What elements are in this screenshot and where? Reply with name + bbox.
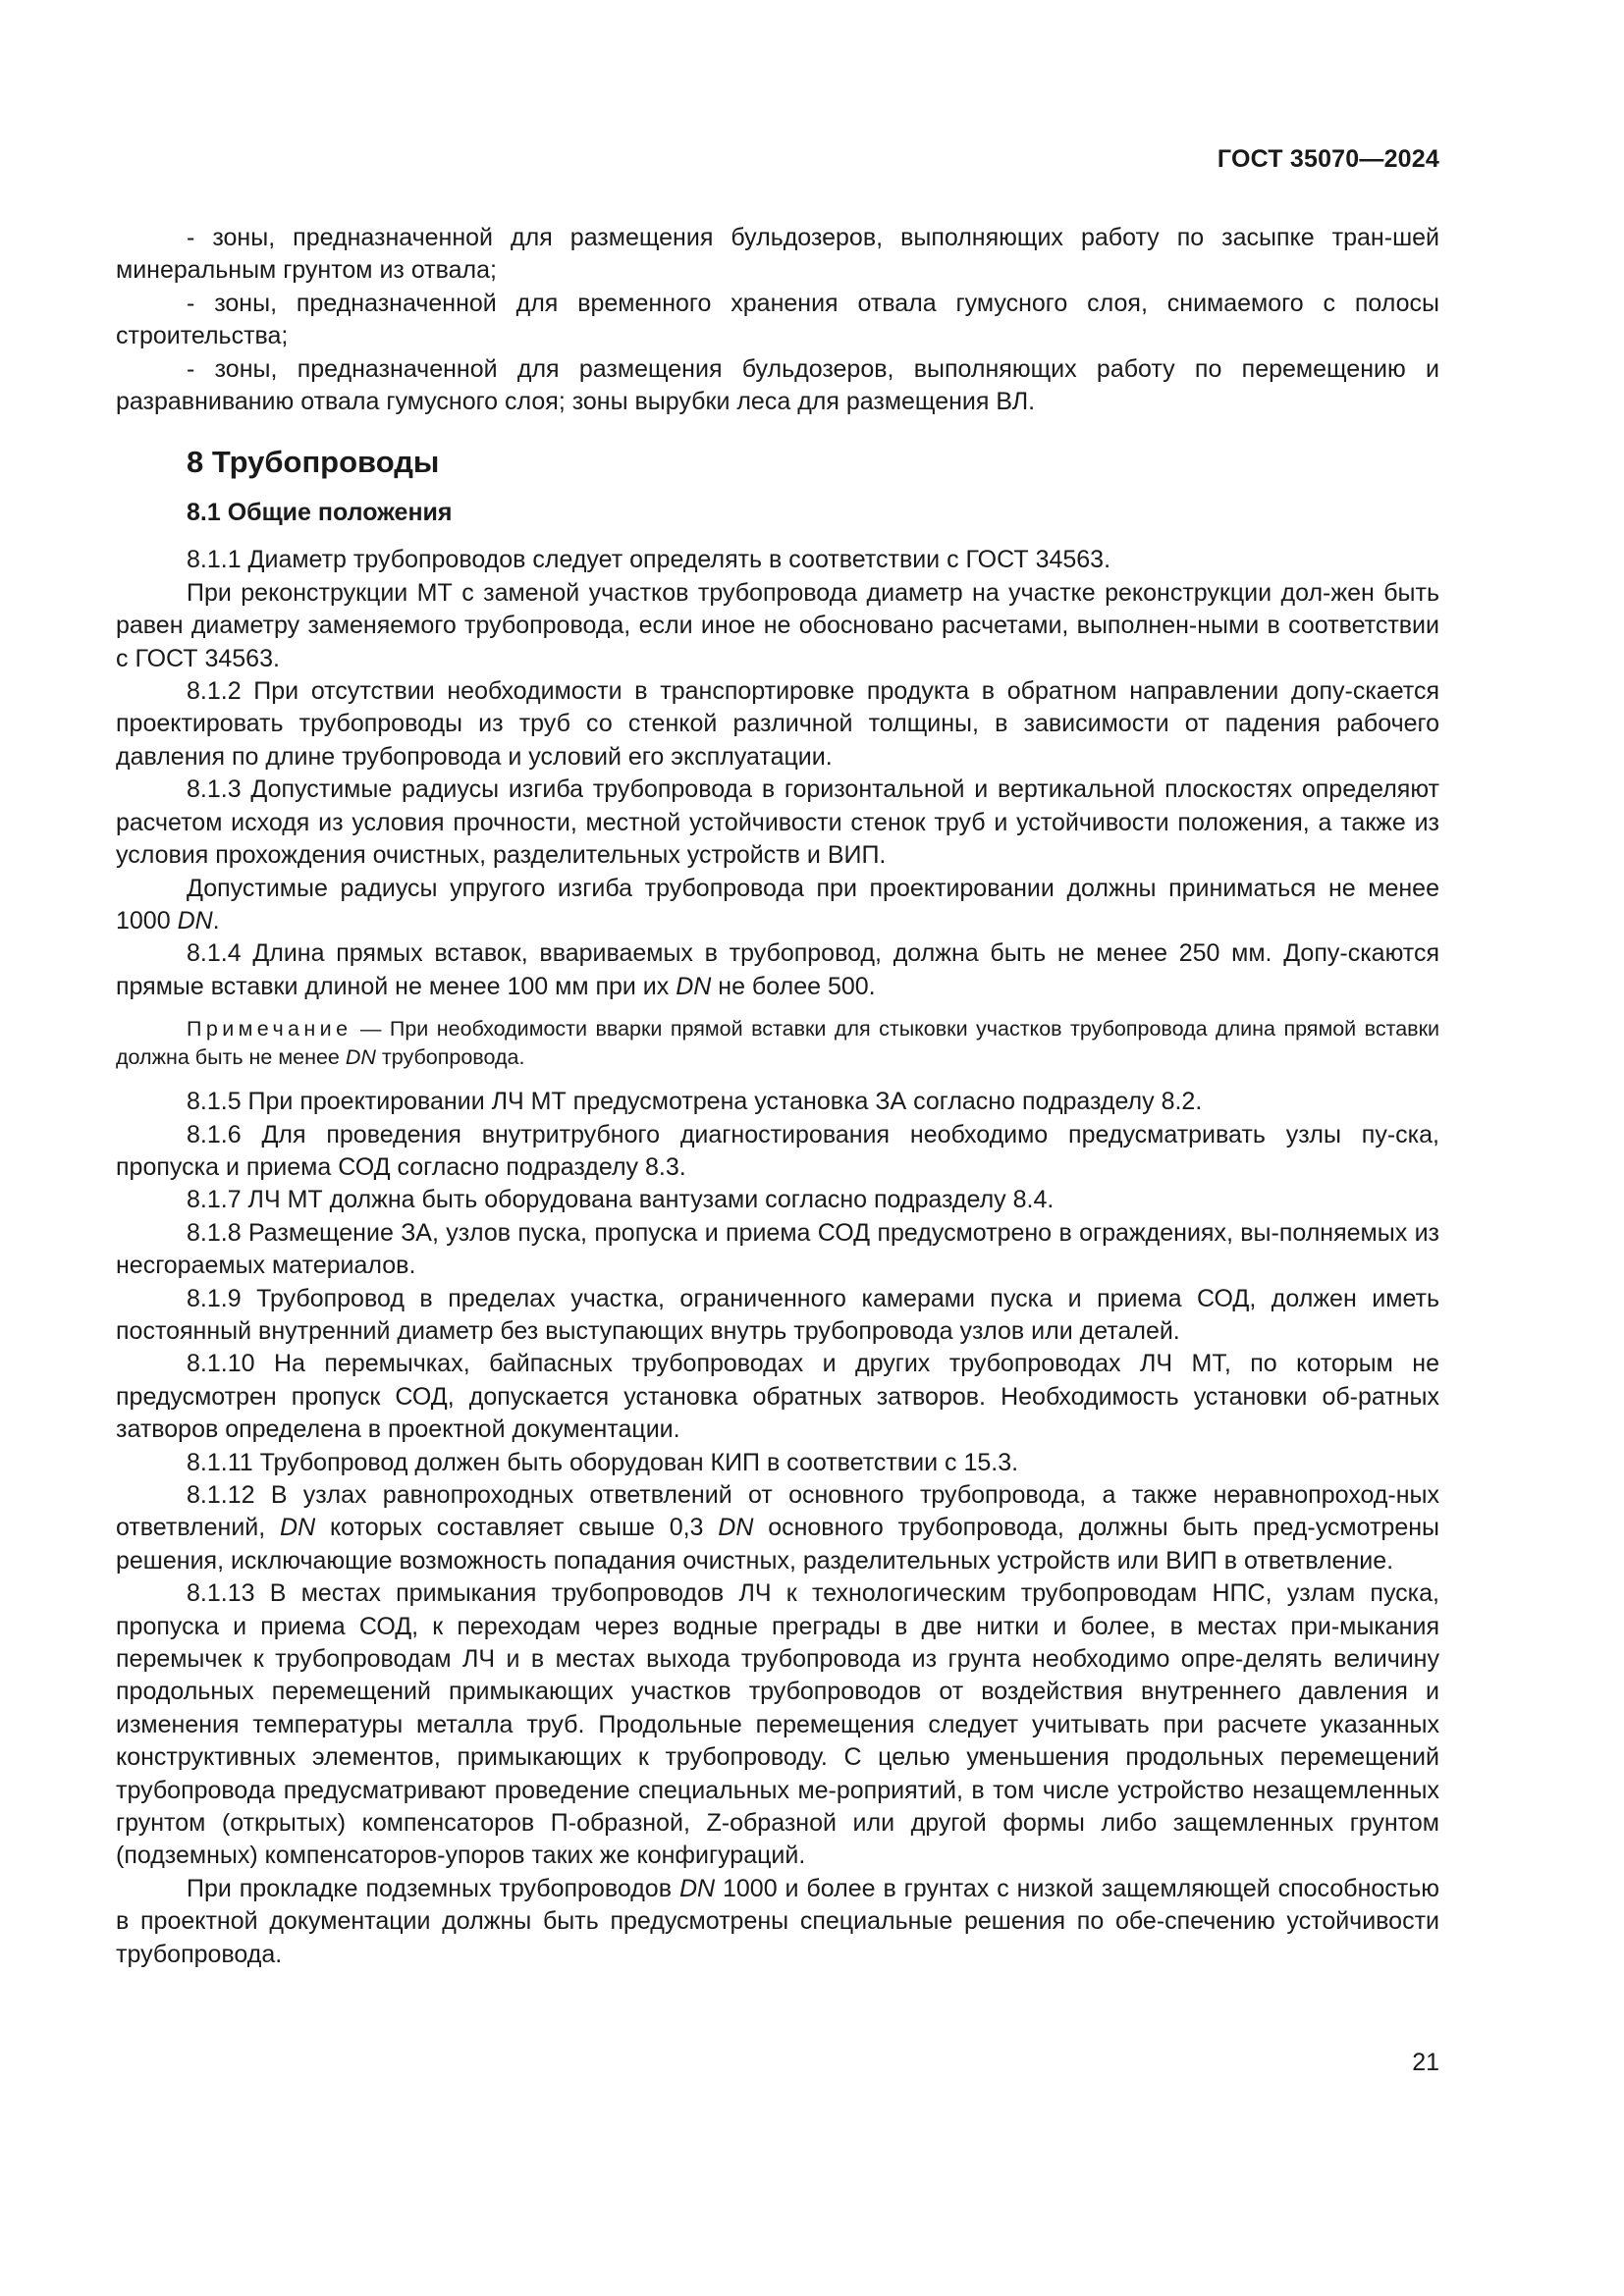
paragraph-8-1-7: 8.1.7 ЛЧ МТ должна быть оборудована вантузами согласно подразделу 8.4. bbox=[187, 1186, 1055, 1214]
dn-term: DN bbox=[676, 972, 712, 1000]
paragraph-text: 8.1.12 В узлах равнопроходных ответвлений от основного трубопровода, а также неравнопроход-ных ответвлений, bbox=[116, 1481, 1439, 1542]
paragraph-8-1-5: 8.1.5 При проектировании ЛЧ МТ предусмотрена установка ЗА согласно подразделу 8.2. bbox=[187, 1088, 1203, 1116]
paragraph-text: 8.1.4 Длина прямых вставок, ввариваемых в трубопровод, должна быть не менее 250 мм. Допу-скаются прямые вставки длиной не менее 100 мм при их bbox=[116, 939, 1439, 1000]
page-number: 21 bbox=[1412, 2049, 1439, 2076]
paragraph-8-1-8: 8.1.8 Размещение ЗА, узлов пуска, пропуска и приема СОД предусмотрено в ограждениях, вы-полняемых из несгораемых материалов. bbox=[116, 1218, 1439, 1280]
document-header-id: ГОСТ 35070—2024 bbox=[1217, 145, 1439, 173]
paragraph-8-1-10: 8.1.10 На перемычках, байпасных трубопроводах и других трубопроводах ЛЧ МТ, по которым не предусмотрен пропуск СОД, допускается установка обратных затворов. Необходимость установки об-ратных затворов определена в проектной документации. bbox=[116, 1350, 1439, 1444]
paragraph-8-1-1: 8.1.1 Диаметр трубопроводов следует определять в соответствии с ГОСТ 34563. bbox=[187, 546, 1111, 574]
paragraph-elastic-bend bbox=[116, 873, 1439, 938]
paragraph-text: основного трубопровода, должны быть пред-усмотрены решения, исключающие возможность попадания очистных, разделительных устройств или ВИП в ответвление. bbox=[116, 1514, 1440, 1575]
paragraph-8-1-4 bbox=[116, 937, 1439, 1003]
section-title: 8 Трубопроводы bbox=[187, 445, 440, 480]
paragraph-8-1-3: 8.1.3 Допустимые радиусы изгиба трубопровода в горизонтальной и вертикальной плоскостях определяют расчетом исходя из условия прочности, местной устойчивости стенок труб и устойчивости положения, а также из условия прохождения очистных, разделительных устройств и ВИП. bbox=[116, 775, 1439, 870]
note-block bbox=[116, 1015, 1439, 1072]
paragraph-8-1-9: 8.1.9 Трубопровод в пределах участка, ограниченного камерами пуска и приема СОД, должен иметь постоянный внутренний диаметр без выступающих внутрь трубопровода узлов или деталей. bbox=[116, 1284, 1439, 1345]
note-label: Примечание bbox=[187, 1017, 352, 1041]
paragraph-underground-dn1000 bbox=[116, 1873, 1439, 1971]
paragraph-text: Допустимые радиусы упругого изгиба трубопровода при проектировании должны приниматься не менее 1000 bbox=[116, 874, 1439, 934]
paragraph-text: которых составляет свыше 0,3 bbox=[315, 1514, 719, 1542]
paragraph-8-1-11: 8.1.11 Трубопровод должен быть оборудован КИП в соответствии с 15.3. bbox=[187, 1448, 1019, 1476]
paragraph-reconstruction: При реконструкции МТ с заменой участков трубопровода диаметр на участке реконструкции дол-жен быть равен диаметру заменяемого трубопровода, если иное не обосновано расчетами, выполнен-ными в соответствии с ГОСТ 34563. bbox=[116, 578, 1439, 672]
note-text: трубопровода. bbox=[375, 1045, 525, 1070]
intro-item-3: - зоны, предназначенной для размещения бульдозеров, выполняющих работу по перемещению и разравниванию отвала гумусного слоя; зоны вырубки леса для размещения ВЛ. bbox=[116, 354, 1439, 416]
note-text: — При необходимости вварки прямой вставки для стыковки участков трубопровода длина прямой вставки должна быть не менее bbox=[116, 1017, 1439, 1070]
paragraph-8-1-6: 8.1.6 Для проведения внутритрубного диагностирования необходимо предусматривать узлы пу-ска, пропуска и приема СОД согласно подразделу 8.3. bbox=[116, 1120, 1439, 1181]
dn-term: DN bbox=[345, 1045, 376, 1070]
paragraph-text: не более 500. bbox=[711, 972, 876, 1000]
dn-term: DN bbox=[678, 1874, 716, 1902]
paragraph-text: 1000 и более в грунтах с низкой защемляющей способностью в проектной документации должны быть предусмотрены специальные решения по обе-спечению устойчивости трубопровода. bbox=[116, 1874, 1440, 1968]
intro-item-2: - зоны, предназначенной для временного хранения отвала гумусного слоя, снимаемого с полосы строительства; bbox=[116, 289, 1439, 350]
dn-term: DN bbox=[280, 1514, 316, 1542]
paragraph-text: При прокладке подземных трубопроводов bbox=[187, 1874, 679, 1902]
subsection-title: 8.1 Общие положения bbox=[187, 499, 453, 527]
paragraph-8-1-2: 8.1.2 При отсутствии необходимости в транспортировке продукта в обратном направлении допу-скается проектировать трубопроводы из труб со стенкой различной толщины, в зависимости от падения рабочего давления по длине трубопровода и условий его эксплуатации. bbox=[116, 677, 1439, 771]
dn-term: DN bbox=[177, 906, 213, 934]
paragraph-8-1-13: 8.1.13 В местах примыкания трубопроводов ЛЧ к технологическим трубопроводам НПС, узлам пуска, пропуска и приема СОД, к переходам через водные преграды в две нитки и более, в местах при-мыкания перемычек к трубопроводам ЛЧ и в местах выхода трубопровода из грунта необходимо опре-делять величину продольных перемещений примыкающих участков трубопроводов от воздействия внутреннего давления и изменения температуры металла труб. Продольные перемещения следует учитывать при расчете указанных конструктивных элементов, примыкающих к трубопроводу. С целью уменьшения продольных перемещений трубопровода предусматривают проведение специальных ме-роприятий, в том числе устройство незащемленных грунтом (открытых) компенсаторов П-образной, Z-образной или другой формы либо защемленных грунтом (подземных) компенсаторов-упоров таких же конфигураций. bbox=[116, 1579, 1439, 1870]
paragraph-text: . bbox=[212, 906, 220, 934]
intro-item-1: - зоны, предназначенной для размещения бульдозеров, выполняющих работу по засыпке тран-шей минеральным грунтом из отвала; bbox=[116, 224, 1439, 285]
document-body bbox=[116, 222, 1439, 1971]
dn-term: DN bbox=[718, 1514, 754, 1542]
title-spacer bbox=[116, 532, 1439, 544]
paragraph-8-1-12 bbox=[116, 1479, 1439, 1577]
